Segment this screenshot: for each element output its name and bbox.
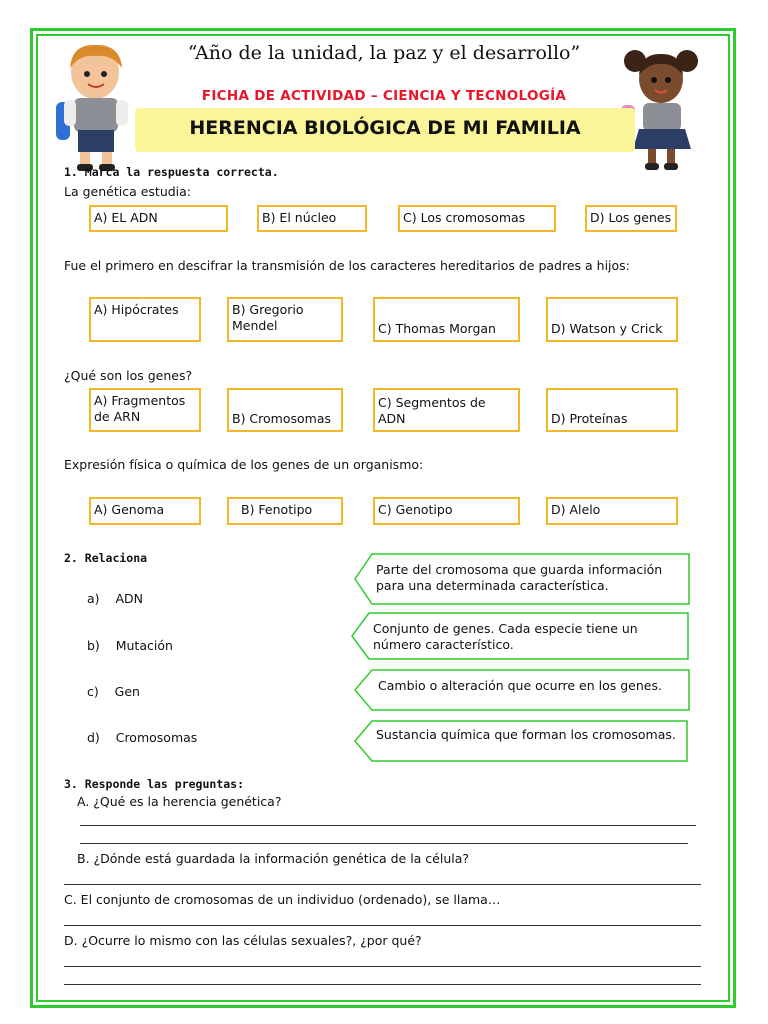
definition-3: Cambio o alteración que ocurre en los genes.: [378, 678, 662, 693]
q4-option-c[interactable]: C) Genotipo: [373, 497, 520, 525]
term-a: [87, 591, 143, 606]
q2-option-c-label: C) Thomas Morgan: [378, 321, 496, 336]
q3-option-b[interactable]: [227, 388, 343, 432]
section3-heading: 3. Responde las preguntas:: [64, 777, 245, 791]
definition-1: Parte del cromosoma que guarda información para una determinada característica.: [376, 562, 663, 593]
term-d-label: Cromosomas: [115, 730, 198, 745]
answer-line[interactable]: [64, 884, 701, 885]
worksheet-subtitle: FICHA DE ACTIVIDAD – CIENCIA Y TECNOLOGÍA: [201, 88, 567, 104]
term-a-label: ADN: [115, 591, 143, 606]
question-4-text: Expresión física o química de los genes de un organismo:: [64, 457, 424, 472]
q2-option-d[interactable]: [546, 297, 678, 342]
definition-box-4[interactable]: [354, 720, 688, 762]
term-d-letter: d): [87, 730, 100, 745]
q4-option-d[interactable]: D) Alelo: [546, 497, 678, 525]
q2-option-b[interactable]: B) Gregorio Mendel: [227, 297, 343, 342]
definition-box-1[interactable]: [354, 553, 690, 605]
q1-option-c[interactable]: C) Los cromosomas: [398, 205, 556, 232]
term-b-label: Mutación: [115, 638, 173, 653]
term-b-letter: b): [87, 638, 100, 653]
term-c-label: Gen: [114, 684, 140, 699]
q4-option-b[interactable]: B) Fenotipo: [227, 497, 343, 525]
open-question-a: A. ¿Qué es la herencia genética?: [77, 794, 282, 809]
answer-line[interactable]: [80, 843, 688, 844]
definition-4: Sustancia química que forman los cromosomas.: [376, 727, 676, 742]
answer-line[interactable]: [64, 966, 701, 967]
question-1-text: La genética estudia:: [64, 184, 192, 199]
q1-option-a[interactable]: A) EL ADN: [89, 205, 228, 232]
answer-line[interactable]: [64, 925, 701, 926]
q4-option-a[interactable]: A) Genoma: [89, 497, 201, 525]
answer-line[interactable]: [64, 984, 701, 985]
section1-heading: 1. Marca la respuesta correcta.: [64, 165, 279, 179]
definition-box-3[interactable]: [354, 669, 690, 711]
q2-option-a[interactable]: A) Hipócrates: [89, 297, 201, 342]
term-d: [87, 730, 197, 745]
q2-option-c[interactable]: [373, 297, 520, 342]
q3-option-c-label: C) Segmentos de ADN: [378, 395, 486, 426]
page-title: HERENCIA BIOLÓGICA DE MI FAMILIA: [189, 117, 581, 139]
q3-option-d[interactable]: [546, 388, 678, 432]
term-a-letter: a): [87, 591, 100, 606]
open-question-b: B. ¿Dónde está guardada la información genética de la célula?: [77, 851, 470, 866]
term-c: [87, 684, 140, 699]
open-question-d: D. ¿Ocurre lo mismo con las células sexuales?, ¿por qué?: [64, 933, 422, 948]
definition-box-2[interactable]: [351, 612, 689, 660]
term-b: [87, 638, 173, 653]
q3-option-a[interactable]: A) Fragmentos de ARN: [89, 388, 201, 432]
q3-option-c[interactable]: [373, 388, 520, 432]
q2-option-d-label: D) Watson y Crick: [551, 321, 663, 336]
answer-line[interactable]: [80, 825, 696, 826]
q1-option-d[interactable]: D) Los genes: [585, 205, 677, 232]
q3-option-d-label: D) Proteínas: [551, 411, 628, 426]
question-3-text: ¿Qué son los genes?: [64, 368, 193, 383]
question-2-text: Fue el primero en descifrar la transmisión de los caracteres hereditarios de padres a hijos:: [64, 258, 630, 273]
term-c-letter: c): [87, 684, 99, 699]
motto: “Año de la unidad, la paz y el desarrollo”: [187, 42, 581, 64]
q3-option-b-label: B) Cromosomas: [232, 411, 331, 426]
open-question-c: C. El conjunto de cromosomas de un individuo (ordenado), se llama…: [64, 892, 501, 907]
section2-heading: 2. Relaciona: [64, 551, 148, 565]
definition-2: Conjunto de genes. Cada especie tiene un número característico.: [373, 621, 638, 652]
q1-option-b[interactable]: B) El núcleo: [257, 205, 367, 232]
